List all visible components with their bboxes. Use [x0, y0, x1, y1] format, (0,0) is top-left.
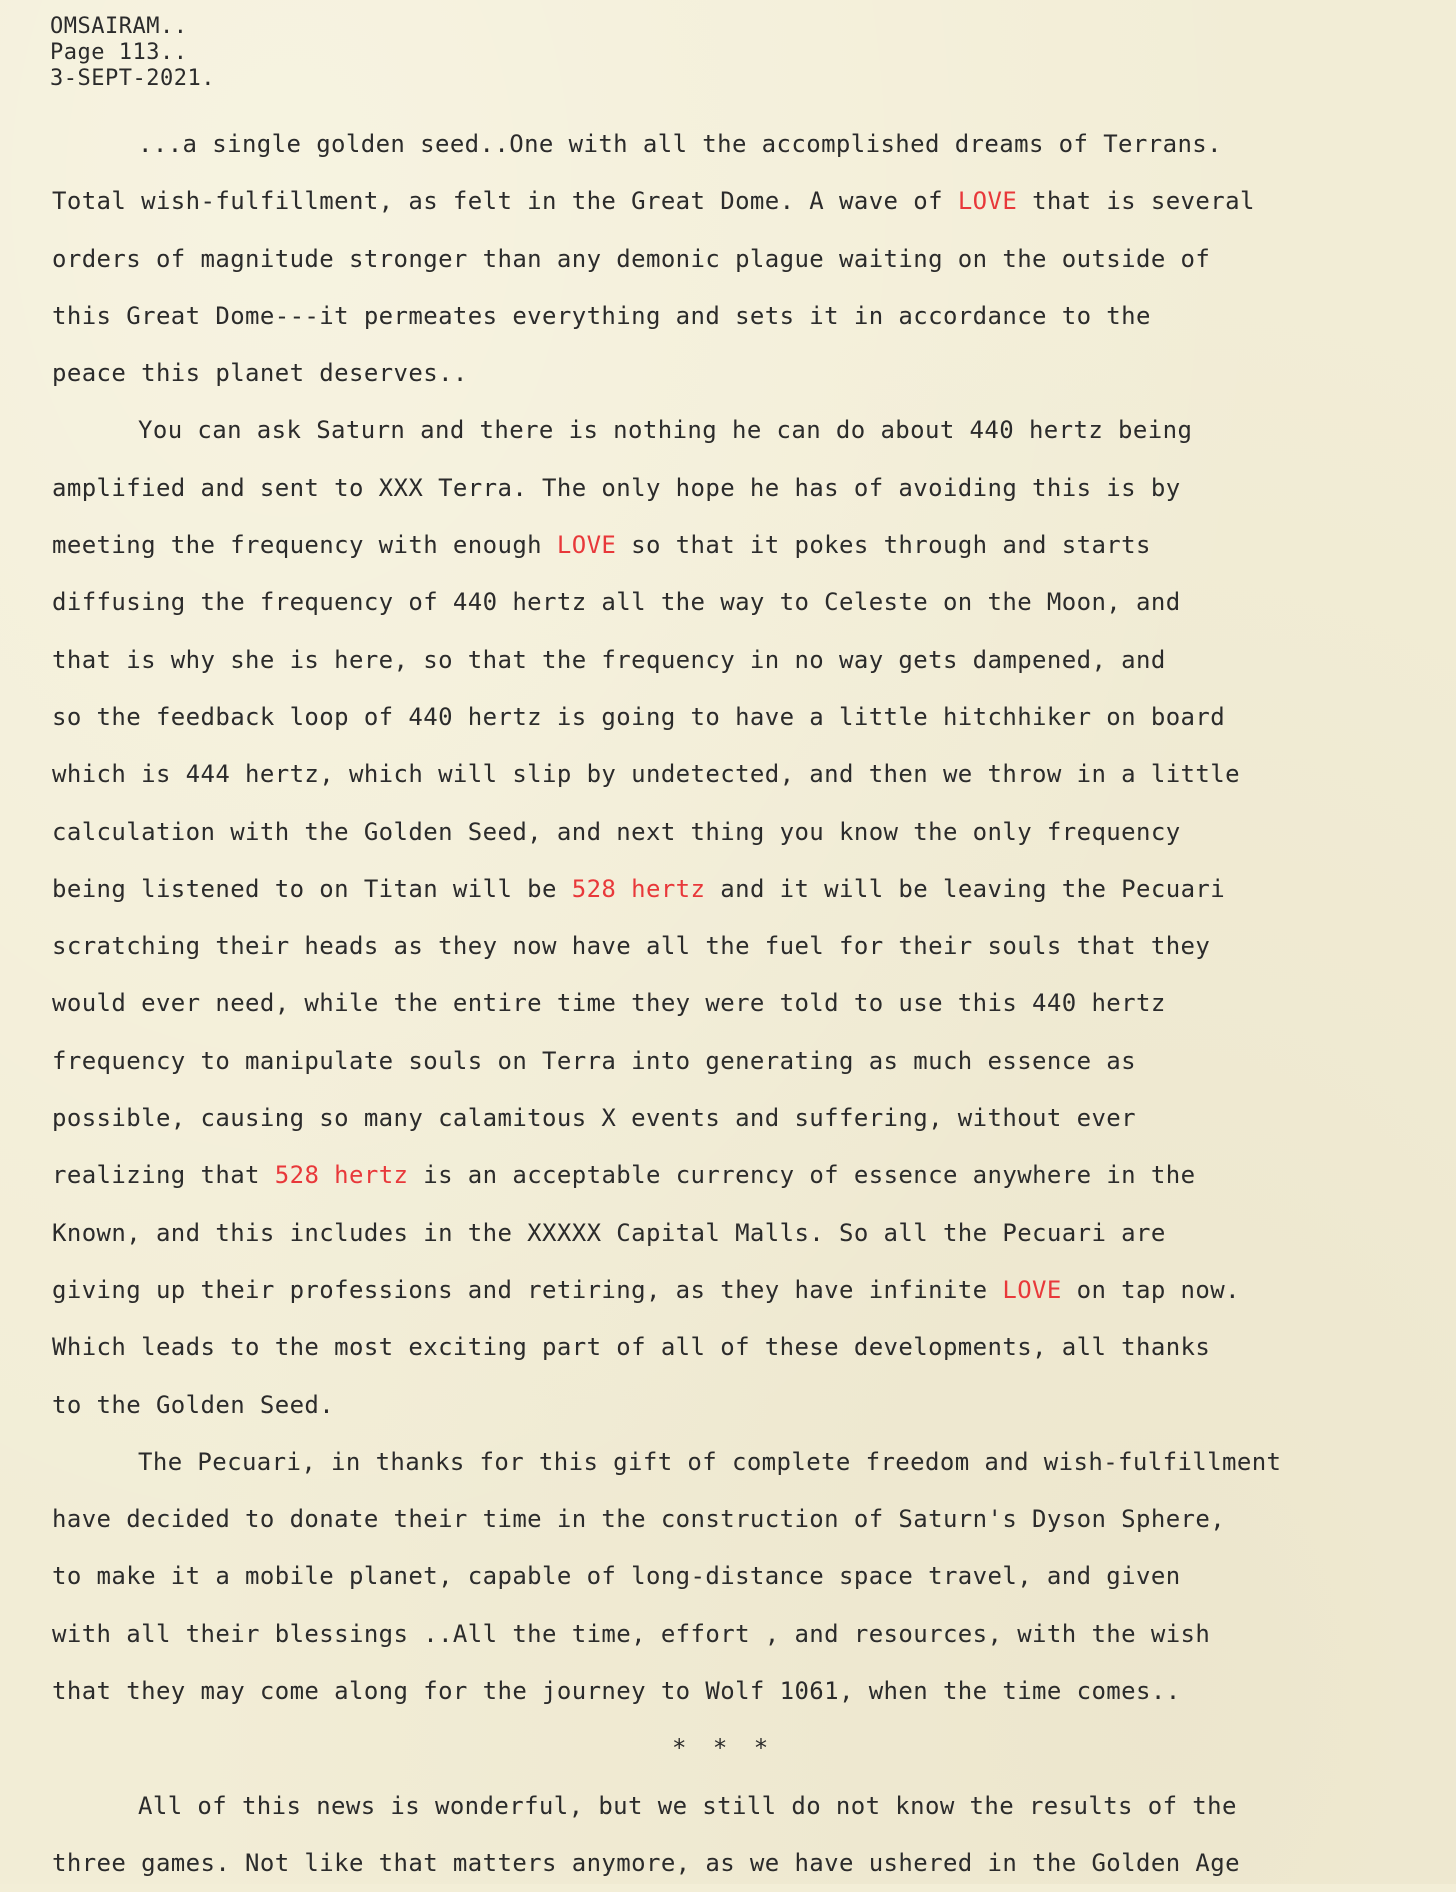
text-line [52, 918, 1452, 975]
header-line-omsairam: OMSAIRAM.. [50, 14, 188, 39]
text-line [52, 1147, 1452, 1204]
text-segment: this Great Dome---it permeates everything and sets it in accordance to the [52, 301, 1151, 330]
text-segment: have decided to donate their time in the construction of Saturn's Dyson Sphere, [52, 1505, 1226, 1534]
highlighted-red-text: 528 hertz [274, 1161, 409, 1190]
text-line [52, 1434, 1452, 1491]
text-line [52, 345, 1452, 402]
header-line-date: 3-SEPT-2021. [50, 66, 215, 91]
highlighted-red-text: LOVE [1002, 1275, 1062, 1304]
text-line [52, 746, 1452, 803]
text-line [52, 1835, 1452, 1892]
text-segment: to make it a mobile planet, capable of long-distance space travel, and given [52, 1562, 1181, 1591]
text-segment: realizing that [52, 1161, 275, 1190]
text-segment: All of this news is wonderful, but we still do not know the results of the [138, 1791, 1237, 1820]
text-segment: Total wish-fulfillment, as felt in the Great Dome. A wave of [52, 187, 958, 216]
section-separator [52, 1720, 1452, 1777]
header-line-page-number: Page 113.. [50, 40, 188, 65]
text-segment: * * * [672, 1734, 775, 1763]
highlighted-red-text: 528 hertz [571, 874, 706, 903]
text-segment: Which leads to the most exciting part of all of these developments, all thanks [52, 1333, 1211, 1362]
text-segment: amplified and sent to XXX Terra. The only hope he has of avoiding this is by [52, 473, 1181, 502]
text-line [52, 517, 1452, 574]
text-segment: that is why she is here, so that the frequency in no way gets dampened, and [52, 645, 1166, 674]
text-segment: You can ask Saturn and there is nothing he can do about 440 hertz being [138, 416, 1193, 445]
text-line [52, 1205, 1452, 1262]
text-line [52, 1033, 1452, 1090]
text-line [52, 116, 1452, 173]
text-segment: so the feedback loop of 440 hertz is going to have a little hitchhiker on board [52, 702, 1226, 731]
text-segment: that they may come along for the journey to Wolf 1061, when the time comes.. [52, 1677, 1181, 1706]
text-segment: so that it pokes through and starts [616, 531, 1151, 560]
text-line [52, 1606, 1452, 1663]
text-line [52, 1663, 1452, 1720]
text-segment: The Pecuari, in thanks for this gift of complete freedom and wish-fulfillment [138, 1447, 1282, 1476]
text-segment: which is 444 hertz, which will slip by undetected, and then we throw in a little [52, 760, 1240, 789]
text-line [52, 460, 1452, 517]
text-segment: ...a single golden seed..One with all the accomplished dreams of Terrans. [138, 130, 1222, 158]
highlighted-red-text: LOVE [556, 531, 617, 560]
text-line [52, 402, 1452, 459]
page-body-text [52, 116, 1452, 1892]
text-segment: orders of magnitude stronger than any demonic plague waiting on the outside of [52, 244, 1211, 273]
text-line [52, 689, 1452, 746]
text-segment: being listened to on Titan will be [52, 874, 572, 903]
text-line [52, 574, 1452, 631]
text-line [52, 1319, 1452, 1376]
highlighted-red-text: LOVE [957, 187, 1018, 216]
text-segment: to the Golden Seed. [52, 1390, 335, 1419]
text-segment: is an acceptable currency of essence anywhere in the [408, 1161, 1196, 1190]
text-segment: diffusing the frequency of 440 hertz all the way to Celeste on the Moon, and [52, 588, 1181, 617]
text-segment: scratching their heads as they now have all the fuel for their souls that they [52, 932, 1211, 961]
text-segment: on tap now. [1061, 1275, 1240, 1304]
text-line [52, 173, 1452, 230]
text-line [52, 1262, 1452, 1319]
text-line [52, 804, 1452, 861]
text-segment: would ever need, while the entire time they were told to use this 440 hertz [52, 989, 1166, 1018]
text-segment: possible, causing so many calamitous X events and suffering, without ever [52, 1104, 1136, 1133]
text-line [52, 1548, 1452, 1605]
text-line [52, 231, 1452, 288]
text-segment: and it will be leaving the Pecuari [705, 874, 1226, 903]
text-line [52, 975, 1452, 1032]
text-line [52, 288, 1452, 345]
text-segment: with all their blessings ..All the time, effort , and resources, with the wish [52, 1619, 1211, 1648]
text-line [52, 632, 1452, 689]
text-segment: meeting the frequency with enough [52, 531, 557, 560]
text-segment: calculation with the Golden Seed, and next thing you know the only frequency [52, 817, 1181, 846]
text-line [52, 861, 1452, 918]
text-segment: giving up their professions and retiring, as they have infinite [52, 1275, 1003, 1304]
text-line [52, 1090, 1452, 1147]
text-segment: that is several [1017, 187, 1255, 216]
text-segment: three games. Not like that matters anymore, as we have ushered in the Golden Age [52, 1848, 1240, 1877]
text-segment: frequency to manipulate souls on Terra into generating as much essence as [52, 1046, 1136, 1075]
text-line [52, 1778, 1452, 1835]
text-segment: peace this planet deserves.. [52, 359, 468, 388]
page-header [50, 14, 215, 92]
text-segment: Known, and this includes in the XXXXX Capital Malls. So all the Pecuari are [52, 1218, 1166, 1247]
text-line [52, 1491, 1452, 1548]
text-line [52, 1377, 1452, 1434]
